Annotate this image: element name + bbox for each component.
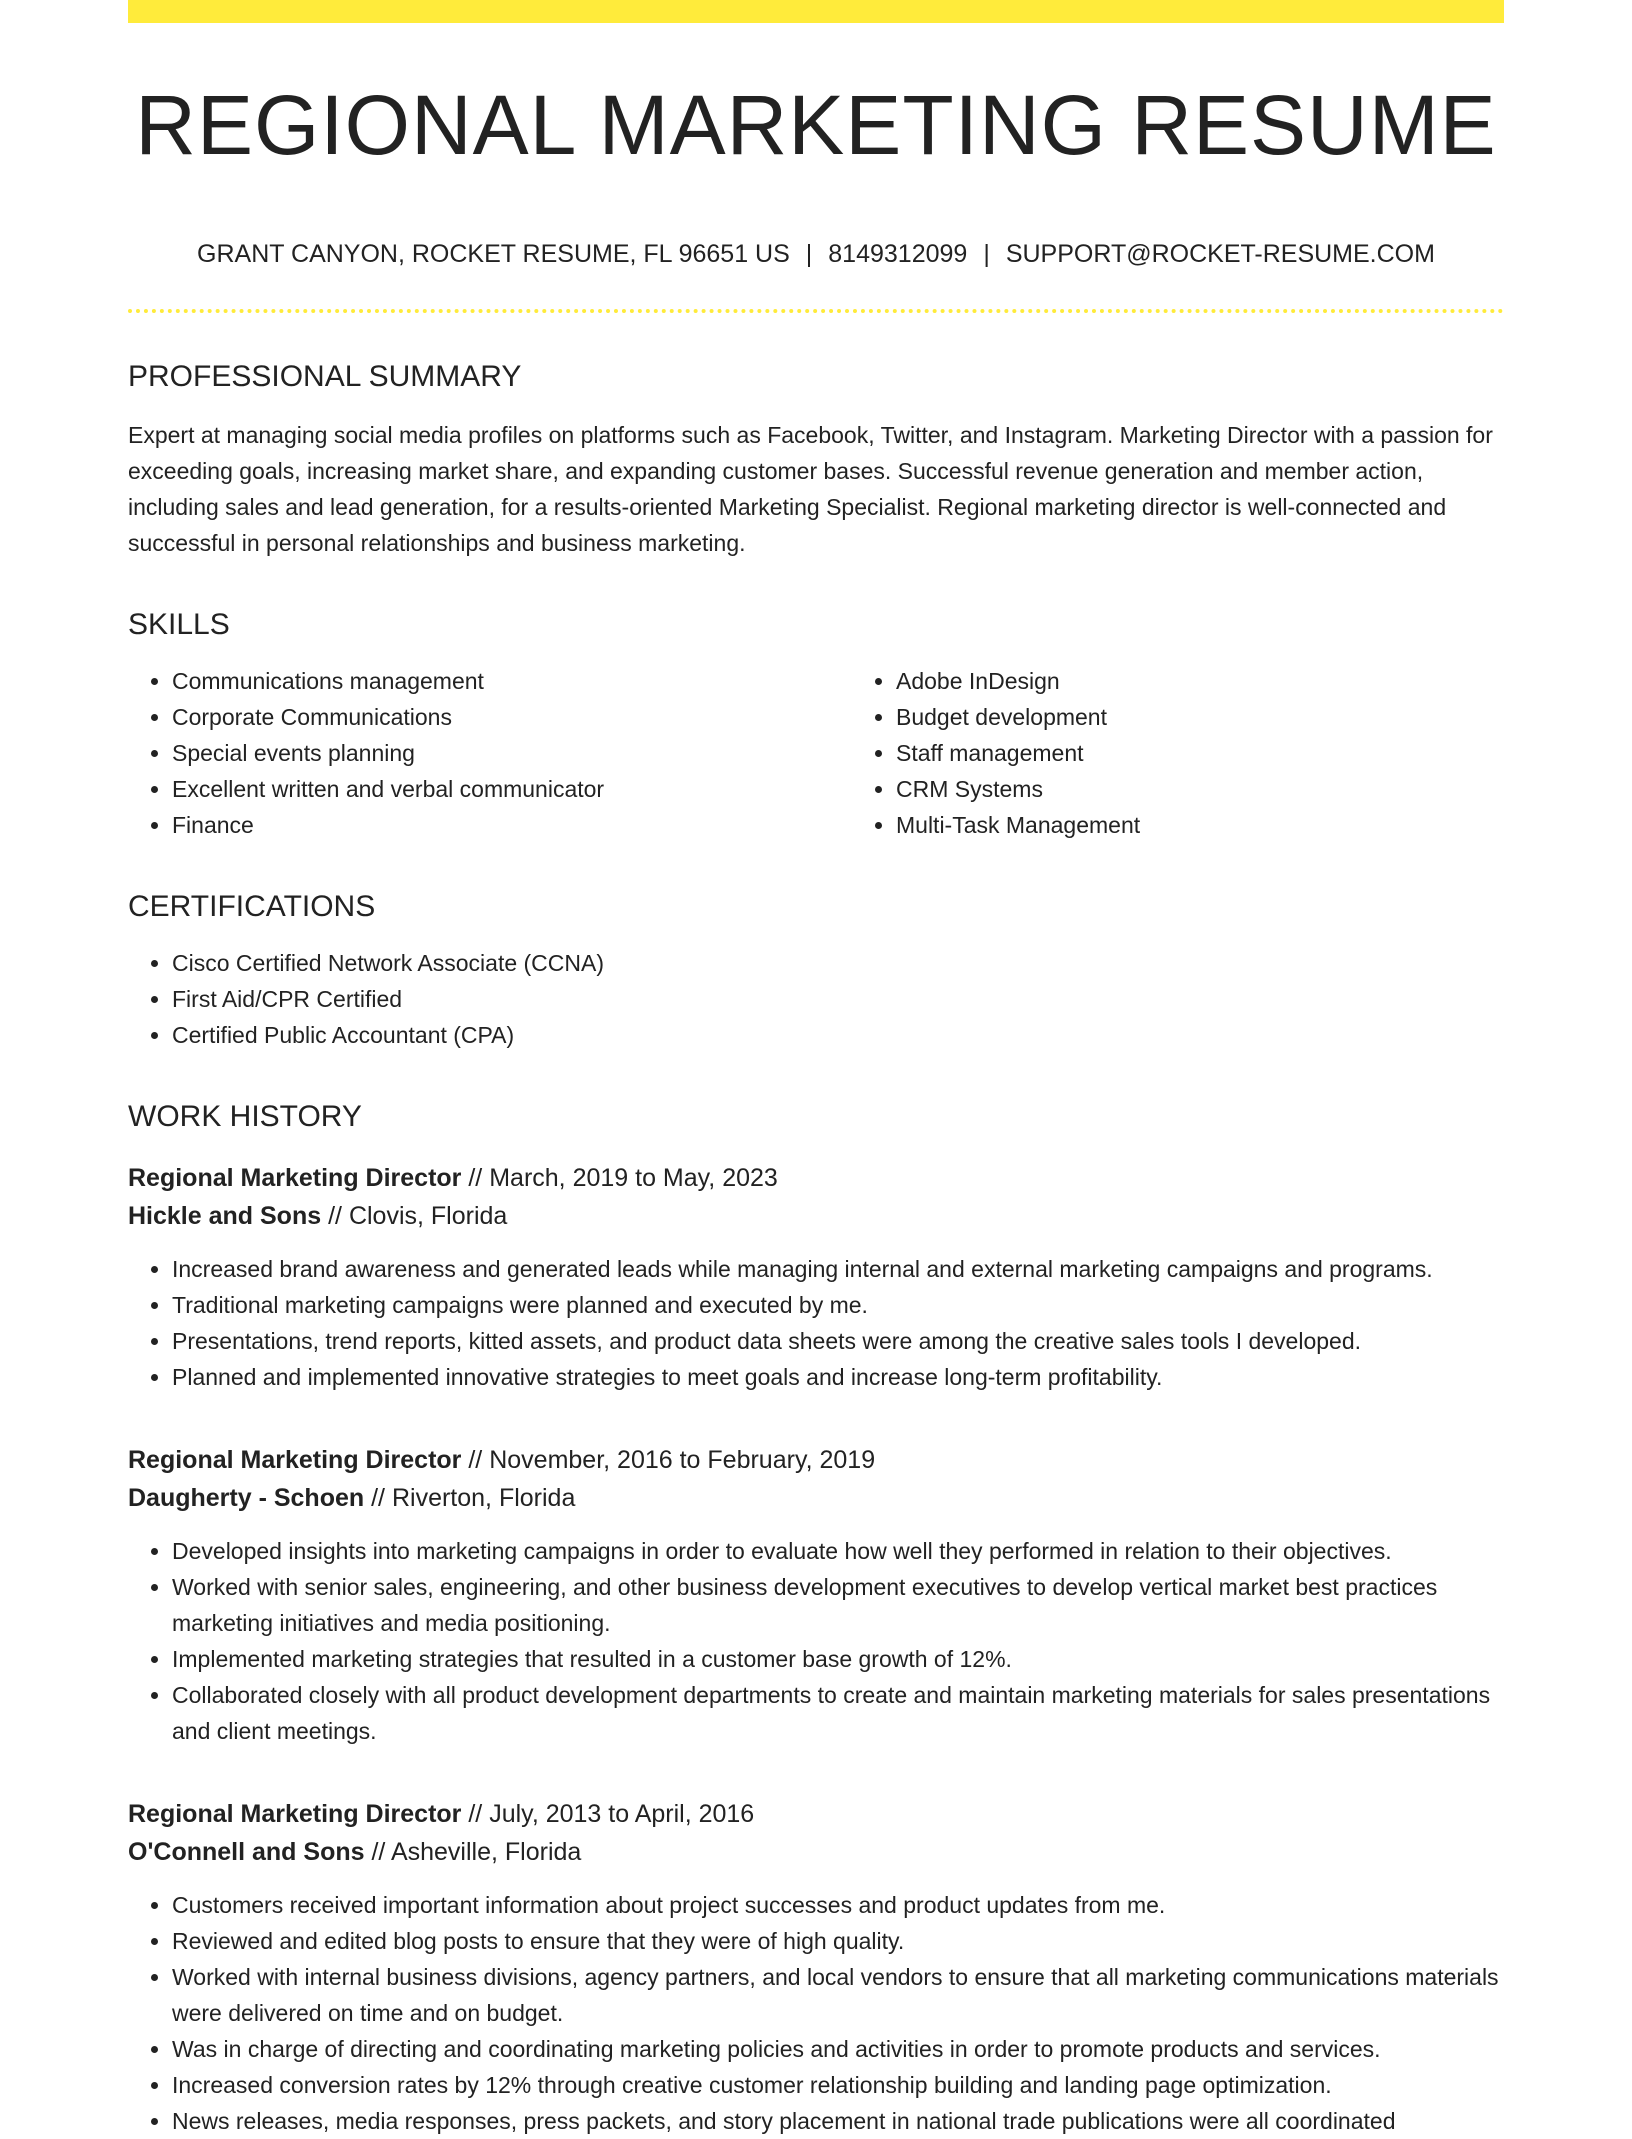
skill-item: • Budget development — [896, 699, 1576, 735]
resume-page — [128, 0, 1504, 2139]
skill-item: • Adobe InDesign — [896, 663, 1576, 699]
job-bullets — [128, 1251, 1504, 1395]
skill-item: • Excellent written and verbal communicator — [172, 771, 852, 807]
certification-item: • Certified Public Accountant (CPA) — [172, 1017, 1504, 1053]
job-company: Hickle and Sons — [128, 1202, 322, 1230]
skills-section — [128, 607, 1504, 843]
job-bullet: • Developed insights into marketing campaigns in order to evaluate how well they performed in relation to their objectives. — [172, 1533, 1504, 1569]
job-company-line — [128, 1197, 1504, 1235]
certifications-section — [128, 889, 1504, 1053]
skills-list-right — [852, 663, 1576, 843]
work-history-section — [128, 1099, 1504, 2139]
section-heading-certifications: CERTIFICATIONS — [128, 890, 376, 923]
job-bullet: • Worked with internal business divisions, agency partners, and local vendors to ensure that all marketing communications materials were delivered on time and on budget. — [172, 1959, 1504, 2031]
section-heading-skills: SKILLS — [128, 608, 230, 641]
job-bullets — [128, 1533, 1504, 1749]
certification-item: • First Aid/CPR Certified — [172, 981, 1504, 1017]
job-entry — [128, 1159, 1504, 1395]
resume-title: REGIONAL MARKETING RESUME — [135, 78, 1497, 172]
skill-item: • Special events planning — [172, 735, 852, 771]
job-divider: // — [371, 1484, 386, 1512]
job-title-line — [128, 1441, 1504, 1479]
job-location: Clovis, Florida — [348, 1202, 508, 1230]
job-dates: November, 2016 to February, 2019 — [489, 1446, 876, 1474]
job-company: Daugherty - Schoen — [128, 1484, 365, 1512]
job-title-line — [128, 1159, 1504, 1197]
top-accent-bar — [128, 0, 1504, 23]
contact-separator: | — [805, 240, 813, 268]
skill-item: • Staff management — [896, 735, 1576, 771]
job-bullet: • Customers received important information about project successes and product updates from me. — [172, 1887, 1504, 1923]
job-title: Regional Marketing Director — [128, 1800, 462, 1828]
job-title-line — [128, 1795, 1504, 1833]
certifications-list — [128, 945, 1504, 1053]
job-location: Riverton, Florida — [391, 1484, 576, 1512]
job-bullet: • Was in charge of directing and coordinating marketing policies and activities in order to promote products and services. — [172, 2031, 1504, 2067]
job-bullet: • Implemented marketing strategies that resulted in a customer base growth of 12%. — [172, 1641, 1504, 1677]
contact-email: SUPPORT@ROCKET-RESUME.COM — [1005, 240, 1435, 268]
summary-text: Expert at managing social media profiles on platforms such as Facebook, Twitter, and Instagram. Marketing Director with a passion for exceeding goals, increasing market share, and expanding customer bases. Successful revenue generation and member action, including sales and lead generation, for a results-oriented Marketing Specialist. Regional marketing director is well-connected and successful in personal relationships and business marketing. — [128, 422, 1493, 556]
contact-address: GRANT CANYON, ROCKET RESUME, FL 96651 US — [197, 240, 790, 268]
job-entry — [128, 1441, 1504, 1749]
job-bullet: • Worked with senior sales, engineering, and other business development executives to develop vertical market best practices marketing initiatives and media positioning. — [172, 1569, 1504, 1641]
skill-item: • Corporate Communications — [172, 699, 852, 735]
skill-item: • Finance — [172, 807, 852, 843]
job-divider: // — [468, 1164, 483, 1192]
job-bullet: • Reviewed and edited blog posts to ensure that they were of high quality. — [172, 1923, 1504, 1959]
job-company-line — [128, 1479, 1504, 1517]
section-heading-summary: PROFESSIONAL SUMMARY — [128, 360, 522, 393]
contact-separator: | — [983, 240, 990, 268]
job-bullet: • Presentations, trend reports, kitted assets, and product data sheets were among the creative sales tools I developed. — [172, 1323, 1504, 1359]
job-bullet: • News releases, media responses, press packets, and story placement in national trade publications were all coordinated — [172, 2103, 1504, 2139]
job-entry — [128, 1795, 1504, 2139]
skill-item: • Communications management — [172, 663, 852, 699]
job-bullet: • Traditional marketing campaigns were planned and executed by me. — [172, 1287, 1504, 1323]
skill-item: • Multi-Task Management — [896, 807, 1576, 843]
skills-list-left — [128, 663, 852, 843]
job-dates: March, 2019 to May, 2023 — [489, 1164, 778, 1192]
professional-summary-section — [128, 359, 1504, 561]
job-bullet: • Increased conversion rates by 12% through creative customer relationship building and landing page optimization. — [172, 2067, 1504, 2103]
job-dates: July, 2013 to April, 2016 — [489, 1800, 755, 1828]
skills-columns — [128, 643, 1504, 843]
job-bullet: • Collaborated closely with all product development departments to create and maintain marketing materials for sales presentations and client meetings. — [172, 1677, 1504, 1749]
job-divider: // — [468, 1446, 483, 1474]
job-bullet: • Planned and implemented innovative strategies to meet goals and increase long-term profitability. — [172, 1359, 1504, 1395]
job-company-line — [128, 1833, 1504, 1871]
contact-line — [128, 239, 1504, 269]
section-heading-work-history: WORK HISTORY — [128, 1100, 362, 1133]
job-divider: // — [468, 1800, 483, 1828]
job-bullet: • Increased brand awareness and generated leads while managing internal and external marketing campaigns and programs. — [172, 1251, 1504, 1287]
job-title: Regional Marketing Director — [128, 1446, 462, 1474]
certification-item: • Cisco Certified Network Associate (CCNA) — [172, 945, 1504, 981]
skill-item: • CRM Systems — [896, 771, 1576, 807]
job-bullets — [128, 1887, 1504, 2139]
job-divider: // — [328, 1202, 342, 1230]
job-divider: // — [371, 1838, 386, 1866]
job-location: Asheville, Florida — [390, 1838, 582, 1866]
job-title: Regional Marketing Director — [128, 1164, 462, 1192]
dotted-divider — [128, 309, 1504, 313]
contact-phone: 8149312099 — [828, 240, 968, 268]
job-company: O'Connell and Sons — [128, 1838, 365, 1866]
